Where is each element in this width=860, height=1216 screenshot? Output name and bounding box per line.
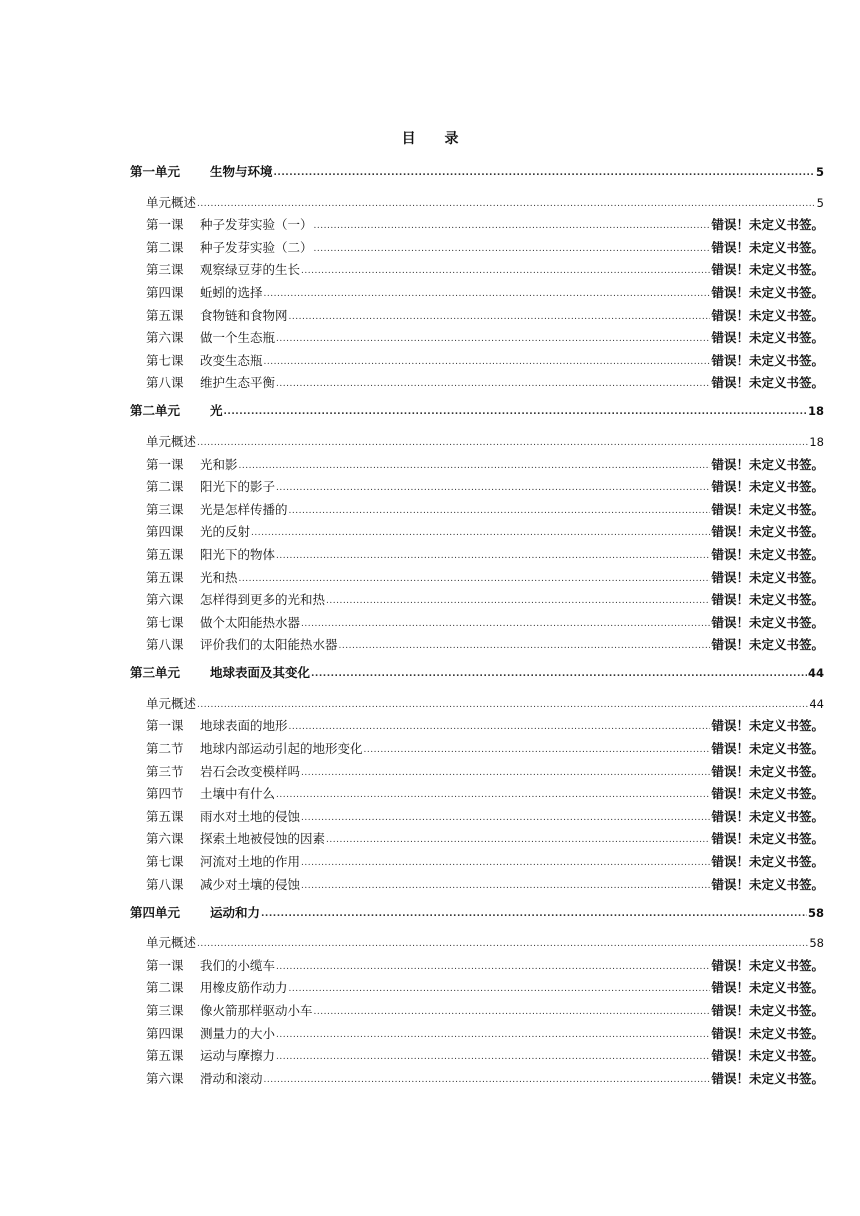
lesson-number: 第六课 — [146, 831, 184, 847]
toc-lesson-entry[interactable] — [146, 586, 824, 609]
page-number: 58 — [807, 905, 824, 920]
overview-label: 单元概述 — [146, 194, 197, 210]
toc-unit — [0, 659, 860, 892]
bookmark-error-text: 错误！未定义书签。 — [711, 854, 824, 870]
bookmark-error-text: 错误！未定义书签。 — [711, 456, 824, 472]
leader-dots — [289, 504, 711, 518]
toc-lesson-entry[interactable] — [146, 324, 824, 347]
unit-number: 第三单元 — [130, 665, 181, 681]
lesson-number: 第六课 — [146, 592, 184, 608]
bookmark-error-text: 错误！未定义书签。 — [711, 1070, 824, 1086]
lesson-title: 土壤中有什么 — [200, 786, 276, 802]
leader-dots — [289, 310, 711, 324]
toc-lesson-entry[interactable] — [146, 563, 824, 586]
lesson-title: 用橡皮筋作动力 — [200, 980, 288, 996]
overview-label: 单元概述 — [146, 935, 197, 951]
bookmark-error-text: 错误！未定义书签。 — [711, 524, 824, 540]
lesson-number: 第三课 — [146, 1003, 184, 1018]
lesson-title: 光和热 — [200, 569, 238, 585]
leader-dots — [197, 937, 808, 951]
bookmark-error-text: 错误！未定义书签。 — [711, 1025, 824, 1041]
leader-dots — [276, 481, 710, 495]
toc-lesson-entry[interactable] — [146, 712, 824, 735]
leader-dots — [326, 594, 710, 608]
toc-lesson-entry[interactable] — [146, 518, 824, 541]
toc-lesson-entry[interactable] — [146, 346, 824, 369]
lesson-title: 我们的小缆车 — [200, 957, 276, 973]
toc-title-char: 目 — [401, 131, 416, 147]
toc-lesson-entry[interactable] — [146, 847, 824, 870]
bookmark-error-text: 错误！未定义书签。 — [711, 239, 824, 255]
bookmark-error-text: 错误！未定义书签。 — [711, 592, 824, 608]
lesson-title: 光和影 — [200, 456, 238, 472]
toc-lesson-entry[interactable] — [146, 951, 824, 974]
lesson-number: 第三课 — [146, 501, 184, 517]
toc-unit-heading[interactable] — [130, 659, 824, 681]
lesson-number: 第八课 — [146, 637, 184, 653]
toc-lesson-entry[interactable] — [146, 1019, 824, 1042]
lesson-number: 第七课 — [146, 352, 184, 368]
leader-dots — [264, 355, 711, 369]
toc-lesson-entry[interactable] — [146, 301, 824, 324]
lesson-number: 第六课 — [146, 1070, 184, 1086]
leader-dots — [276, 377, 710, 391]
leader-dots — [276, 1050, 710, 1064]
toc-lesson-entry[interactable] — [146, 233, 824, 256]
lesson-title: 滑动和滚动 — [200, 1070, 263, 1086]
toc-lesson-entry[interactable] — [146, 1064, 824, 1087]
lesson-number: 第六课 — [146, 330, 184, 346]
overview-label: 单元概述 — [146, 433, 197, 449]
bookmark-error-text: 错误！未定义书签。 — [711, 217, 824, 233]
leader-dots — [314, 242, 711, 256]
bookmark-error-text: 错误！未定义书签。 — [711, 352, 824, 368]
page-number: 5 — [816, 195, 824, 210]
bookmark-error-text: 错误！未定义书签。 — [711, 614, 824, 630]
toc-lesson-entry[interactable] — [146, 825, 824, 848]
bookmark-error-text: 错误！未定义书签。 — [711, 741, 824, 757]
lesson-title: 岩石会改变模样吗 — [200, 763, 301, 779]
toc-lesson-entry[interactable] — [146, 473, 824, 496]
lesson-title: 做个太阳能热水器 — [200, 614, 301, 630]
lesson-title: 像火箭那样驱动小车 — [200, 1003, 313, 1018]
toc-lesson-entry[interactable] — [146, 757, 824, 780]
leader-dots — [239, 572, 711, 586]
lesson-number: 第四节 — [146, 786, 184, 802]
leader-dots — [289, 720, 711, 734]
leader-dots — [301, 766, 710, 780]
page-number: 44 — [809, 696, 824, 711]
toc-unit — [0, 397, 860, 653]
lesson-title: 运动与摩擦力 — [200, 1048, 276, 1064]
leader-dots — [197, 436, 808, 450]
lesson-number: 第三节 — [146, 763, 184, 779]
leader-dots — [274, 166, 815, 180]
leader-dots — [311, 667, 807, 681]
toc-title-char: 录 — [444, 131, 459, 147]
bookmark-error-text: 错误！未定义书签。 — [711, 1048, 824, 1064]
leader-dots — [264, 1073, 711, 1087]
unit-number: 第四单元 — [130, 904, 181, 920]
lesson-number: 第八课 — [146, 375, 184, 391]
leader-dots — [326, 833, 710, 847]
table-of-contents — [0, 158, 860, 1087]
leader-dots — [239, 459, 711, 473]
bookmark-error-text: 错误！未定义书签。 — [711, 637, 824, 653]
lesson-number: 第一课 — [146, 718, 184, 734]
unit-title: 生物与环境 — [210, 164, 273, 179]
lesson-title: 地球表面的地形 — [200, 718, 288, 734]
toc-unit-heading[interactable] — [130, 899, 824, 921]
leader-dots — [314, 1005, 711, 1019]
page-number: 18 — [809, 434, 824, 449]
lesson-number: 第八课 — [146, 876, 184, 892]
bookmark-error-text: 错误！未定义书签。 — [711, 876, 824, 892]
lesson-title: 探索土地被侵蚀的因素 — [200, 831, 326, 847]
unit-title: 地球表面及其变化 — [210, 665, 311, 681]
leader-dots — [301, 617, 710, 631]
toc-lesson-entry[interactable] — [146, 495, 824, 518]
lesson-number: 第二节 — [146, 741, 184, 757]
lesson-number: 第五课 — [146, 307, 184, 323]
lesson-number: 第五课 — [146, 546, 184, 562]
lesson-number: 第四课 — [146, 524, 184, 540]
lesson-number: 第七课 — [146, 614, 184, 630]
lesson-number: 第一课 — [146, 217, 184, 233]
bookmark-error-text: 错误！未定义书签。 — [711, 330, 824, 346]
bookmark-error-text: 错误！未定义书签。 — [711, 957, 824, 973]
toc-lesson-entry[interactable] — [146, 870, 824, 893]
lesson-number: 第四课 — [146, 284, 184, 300]
bookmark-error-text: 错误！未定义书签。 — [711, 501, 824, 517]
leader-dots — [314, 219, 711, 233]
bookmark-error-text: 错误！未定义书签。 — [711, 546, 824, 562]
unit-title: 光 — [210, 403, 223, 419]
lesson-title: 食物链和食物网 — [200, 307, 288, 323]
bookmark-error-text: 错误！未定义书签。 — [711, 786, 824, 802]
lesson-number: 第五课 — [146, 1048, 184, 1064]
page-number: 18 — [807, 404, 824, 419]
lesson-title: 减少对土壤的侵蚀 — [200, 876, 301, 892]
toc-unit — [0, 158, 860, 391]
leader-dots — [276, 960, 710, 974]
bookmark-error-text: 错误！未定义书签。 — [711, 569, 824, 585]
lesson-title: 地球内部运动引起的地形变化 — [200, 741, 363, 757]
bookmark-error-text: 错误！未定义书签。 — [711, 980, 824, 996]
bookmark-error-text: 错误！未定义书签。 — [711, 808, 824, 824]
unit-number: 第一单元 — [130, 164, 181, 179]
bookmark-error-text: 错误！未定义书签。 — [711, 479, 824, 495]
page-number: 5 — [815, 165, 824, 179]
toc-lesson-entry[interactable] — [146, 631, 824, 654]
leader-dots — [301, 811, 710, 825]
leader-dots — [301, 879, 710, 893]
leader-dots — [301, 264, 710, 278]
lesson-title: 种子发芽实验（二） — [200, 239, 313, 255]
toc-lesson-entry[interactable] — [146, 996, 824, 1019]
lesson-number: 第五课 — [146, 808, 184, 824]
lesson-title: 蚯蚓的选择 — [200, 284, 263, 300]
leader-dots — [301, 856, 710, 870]
toc-title — [0, 128, 860, 148]
leader-dots — [364, 743, 711, 757]
page-number: 44 — [807, 666, 824, 681]
toc-unit-heading[interactable] — [130, 397, 824, 419]
lesson-number: 第一课 — [146, 957, 184, 973]
leader-dots — [276, 1028, 710, 1042]
lesson-number: 第一课 — [146, 456, 184, 472]
leader-dots — [261, 907, 807, 921]
toc-unit — [0, 899, 860, 1087]
toc-unit-heading[interactable] — [130, 158, 824, 180]
toc-lesson-entry[interactable] — [146, 369, 824, 392]
toc-lesson-entry[interactable] — [146, 734, 824, 757]
unit-title: 运动和力 — [210, 904, 261, 920]
toc-lesson-entry[interactable] — [146, 256, 824, 279]
lesson-title: 改变生态瓶 — [200, 352, 263, 368]
overview-label: 单元概述 — [146, 695, 197, 711]
leader-dots — [197, 197, 816, 211]
bookmark-error-text: 错误！未定义书签。 — [711, 284, 824, 300]
lesson-title: 做一个生态瓶 — [200, 330, 276, 346]
lesson-title: 光是怎样传播的 — [200, 501, 288, 517]
lesson-number: 第三课 — [146, 262, 184, 278]
unit-number: 第二单元 — [130, 403, 181, 419]
toc-lesson-entry[interactable] — [146, 802, 824, 825]
leader-dots — [224, 405, 807, 419]
toc-lesson-entry[interactable] — [146, 974, 824, 997]
lesson-title: 光的反射 — [200, 524, 251, 540]
toc-lesson-entry[interactable] — [146, 211, 824, 234]
leader-dots — [251, 526, 710, 540]
lesson-title: 评价我们的太阳能热水器 — [200, 637, 338, 653]
bookmark-error-text: 错误！未定义书签。 — [711, 307, 824, 323]
bookmark-error-text: 错误！未定义书签。 — [711, 831, 824, 847]
lesson-title: 怎样得到更多的光和热 — [200, 592, 326, 608]
lesson-title: 阳光下的物体 — [200, 546, 276, 562]
lesson-title: 河流对土地的作用 — [200, 854, 301, 870]
toc-lesson-entry[interactable] — [146, 450, 824, 473]
leader-dots — [289, 982, 711, 996]
lesson-title: 测量力的大小 — [200, 1025, 276, 1041]
lesson-title: 观察绿豆芽的生长 — [200, 262, 301, 278]
toc-lesson-entry[interactable] — [146, 278, 824, 301]
leader-dots — [264, 287, 711, 301]
lesson-title: 阳光下的影子 — [200, 479, 276, 495]
lesson-title: 维护生态平衡 — [200, 375, 276, 391]
leader-dots — [276, 788, 710, 802]
bookmark-error-text: 错误！未定义书签。 — [711, 262, 824, 278]
lesson-title: 种子发芽实验（一） — [200, 217, 313, 233]
leader-dots — [197, 698, 808, 712]
toc-overview-entry[interactable] — [146, 188, 824, 211]
toc-overview-entry[interactable] — [146, 689, 824, 712]
lesson-number: 第五课 — [146, 569, 184, 585]
lesson-number: 第四课 — [146, 1025, 184, 1041]
lesson-title: 雨水对土地的侵蚀 — [200, 808, 301, 824]
lesson-number: 第二课 — [146, 980, 184, 996]
bookmark-error-text: 错误！未定义书签。 — [711, 763, 824, 779]
lesson-number: 第七课 — [146, 854, 184, 870]
page-number: 58 — [809, 936, 824, 951]
toc-lesson-entry[interactable] — [146, 540, 824, 563]
toc-lesson-entry[interactable] — [146, 608, 824, 631]
toc-lesson-entry[interactable] — [146, 780, 824, 803]
lesson-number: 第二课 — [146, 479, 184, 495]
leader-dots — [276, 332, 710, 346]
toc-overview-entry[interactable] — [146, 929, 824, 952]
toc-lesson-entry[interactable] — [146, 1042, 824, 1065]
leader-dots — [276, 549, 710, 563]
lesson-number: 第二课 — [146, 239, 184, 255]
bookmark-error-text: 错误！未定义书签。 — [711, 718, 824, 734]
bookmark-error-text: 错误！未定义书签。 — [711, 1003, 824, 1018]
toc-overview-entry[interactable] — [146, 427, 824, 450]
leader-dots — [339, 639, 711, 653]
bookmark-error-text: 错误！未定义书签。 — [711, 375, 824, 391]
